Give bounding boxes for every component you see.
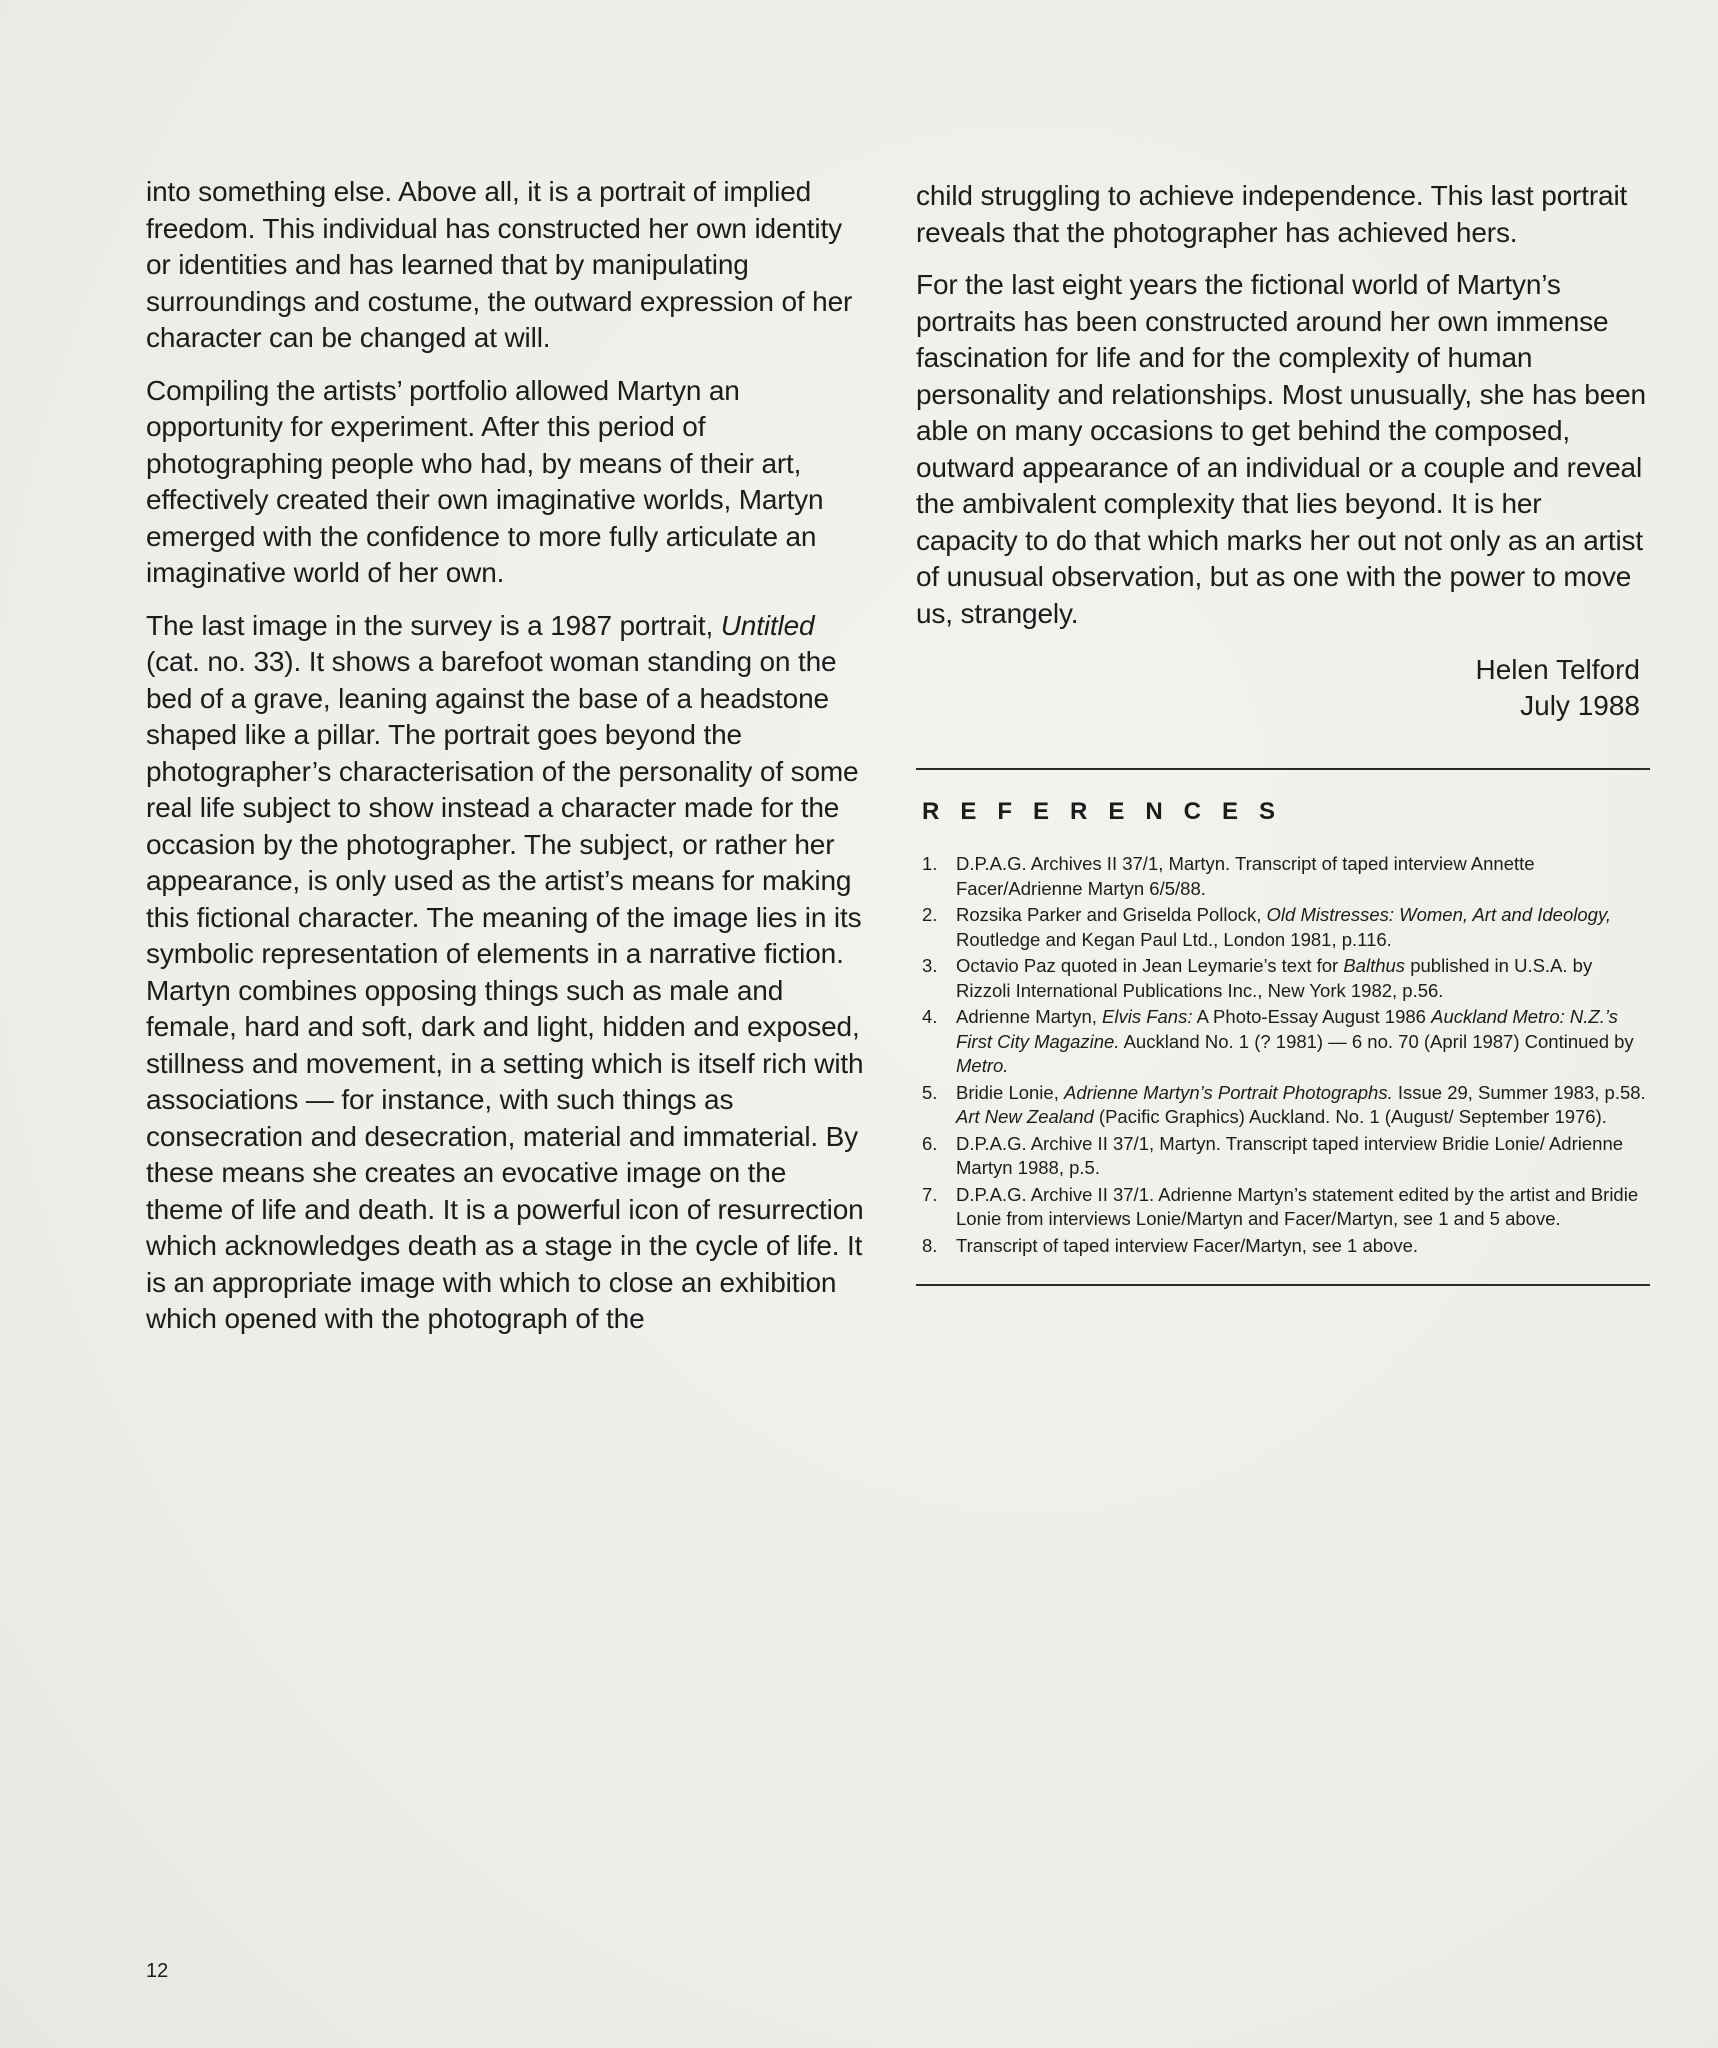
italic-text-run: Balthus — [1343, 955, 1406, 976]
text-run: D.P.A.G. Archives II 37/1, Martyn. Transcript of taped interview Annette Facer/Adrienne Martyn 6/5/88. — [956, 853, 1535, 899]
reference-number: 8. — [922, 1234, 938, 1256]
reference-number: 7. — [922, 1183, 938, 1205]
text-run: The last image in the survey is a 1987 portrait, — [146, 609, 721, 641]
italic-text-run: Old Mistresses: Women, Art and Ideology, — [1266, 904, 1611, 925]
italic-text-run: Metro. — [956, 1055, 1009, 1076]
text-run: Adrienne Martyn, — [956, 1006, 1103, 1027]
reference-item — [916, 1081, 1650, 1130]
text-run: child struggling to achieve independence. This last portrait reveals that the photographer has achieved hers. — [916, 180, 1628, 248]
reference-text — [956, 1183, 1650, 1232]
text-run: Octavio Paz quoted in Jean Leymarie’s text for — [956, 955, 1344, 976]
references-top-rule — [916, 768, 1650, 770]
reference-text — [956, 852, 1650, 901]
reference-item — [916, 903, 1650, 952]
page-number: 12 — [146, 1960, 169, 1982]
reference-number: 5. — [922, 1081, 938, 1103]
reference-item — [916, 852, 1650, 901]
italic-text-run: Art New Zealand — [956, 1106, 1094, 1127]
body-paragraph — [916, 267, 1650, 632]
text-run: Rozsika Parker and Griselda Pollock, — [956, 904, 1267, 925]
text-run: published in U.S.A. by Rizzoli International Publications Inc., New York 1982, p.56. — [956, 955, 1593, 1001]
italic-text-run: Elvis Fans: — [1102, 1006, 1193, 1027]
reference-text — [956, 1234, 1650, 1259]
body-paragraph — [146, 373, 868, 592]
references-list — [916, 852, 1650, 1258]
text-run: into something else. Above all, it is a portrait of implied freedom. This individual has constructed her own identity or identities and has learned that by manipulating surroundings and costume, the outward expression of her character can be changed at will. — [146, 176, 853, 353]
author-name: Helen Telford — [1475, 654, 1640, 685]
text-run: (Pacific Graphics) Auckland. No. 1 (August/ September 1976). — [1093, 1106, 1607, 1127]
reference-number: 4. — [922, 1006, 938, 1027]
text-run: Auckland No. 1 (? 1981) — 6 no. 70 (April 1987) Continued by — [1119, 1030, 1634, 1052]
reference-text — [956, 1005, 1650, 1079]
signature-date: July 1988 — [1520, 690, 1640, 721]
reference-item — [916, 1234, 1650, 1259]
reference-item — [916, 1183, 1650, 1232]
reference-number: 6. — [922, 1132, 938, 1154]
reference-item — [916, 1132, 1650, 1181]
reference-item — [916, 1005, 1650, 1079]
author-signature — [916, 652, 1640, 724]
body-paragraph — [146, 174, 868, 357]
reference-number: 3. — [922, 955, 938, 976]
italic-text-run: Adrienne Martyn’s Portrait Photographs. — [1063, 1081, 1393, 1103]
text-run: For the last eight years the fictional world of Martyn’s portraits has been constructed around her own immense fascination for life and for the complexity of human personality and relationships. Most unusually, she has been able on many occasions to get behind the composed, outward appearance of an individual or a couple and reveal the ambivalent complexity that lies beyond. It is her capacity to do that which marks her out not only as an artist of unusual observation, but as one with the power to move us, strangely. — [916, 269, 1646, 629]
reference-text — [956, 954, 1650, 1003]
references-bottom-rule — [916, 1284, 1650, 1286]
text-run: Compiling the artists’ portfolio allowed Martyn an opportunity for experiment. After this period of photographing people who had, by means of their art, effectively created their own imaginative worlds, Martyn emerged with the confidence to more fully articulate an imaginative world of her own. — [146, 374, 824, 588]
reference-number: 1. — [922, 853, 938, 874]
text-run: Transcript of taped interview Facer/Martyn, see 1 above. — [956, 1234, 1419, 1256]
reference-item — [916, 954, 1650, 1003]
italic-text-run: Auckland Metro: N.Z.’s First City Magazine. — [956, 1006, 1618, 1052]
text-run: (cat. no. 33). It shows a barefoot woman standing on the bed of a grave, leaning against the base of a headstone shaped like a pillar. The portrait goes beyond the photographer’s characterisation of the personality of some real life subject to show instead a character made for the occasion by the photographer. The subject, or rather her appearance, is only used as the artist’s means for making this fictional character. The meaning of the image lies in its symbolic representation of elements in a narrative fiction. Martyn combines opposing things such as male and female, hard and soft, dark and light, hidden and exposed, stillness and movement, in a setting which is itself rich with associations — for instance, with such things as consecration and desecration, material and immaterial. By these means she creates an evocative image on the theme of life and death. It is a powerful icon of resurrection which acknowledges death as a stage in the cycle of life. It is an appropriate image with which to close an exhibition which opened with the photograph of the — [146, 646, 864, 1334]
text-run: Routledge and Kegan Paul Ltd., London 1981, p.116. — [956, 928, 1392, 950]
reference-number: 2. — [922, 904, 938, 925]
left-text-column — [146, 174, 868, 1354]
text-run: Issue 29, Summer 1983, p.58. — [1392, 1081, 1646, 1103]
italic-text-run: Untitled — [720, 609, 815, 641]
reference-text — [956, 1132, 1650, 1181]
right-text-column — [916, 178, 1650, 1286]
text-run: A Photo-Essay August 1986 — [1192, 1006, 1432, 1027]
references-heading: REFERENCES — [922, 798, 1297, 825]
body-paragraph — [146, 608, 868, 1338]
reference-text — [956, 1081, 1650, 1130]
text-run: D.P.A.G. Archive II 37/1, Martyn. Transcript taped interview Bridie Lonie/ Adrienne Martyn 1988, p.5. — [956, 1132, 1624, 1178]
reference-text — [956, 903, 1650, 952]
body-paragraph — [916, 178, 1650, 251]
text-run: D.P.A.G. Archive II 37/1. Adrienne Martyn’s statement edited by the artist and Bridie Lonie from interviews Lonie/Martyn and Facer/Martyn, see 1 and 5 above. — [956, 1183, 1639, 1229]
text-run: Bridie Lonie, — [956, 1081, 1064, 1103]
